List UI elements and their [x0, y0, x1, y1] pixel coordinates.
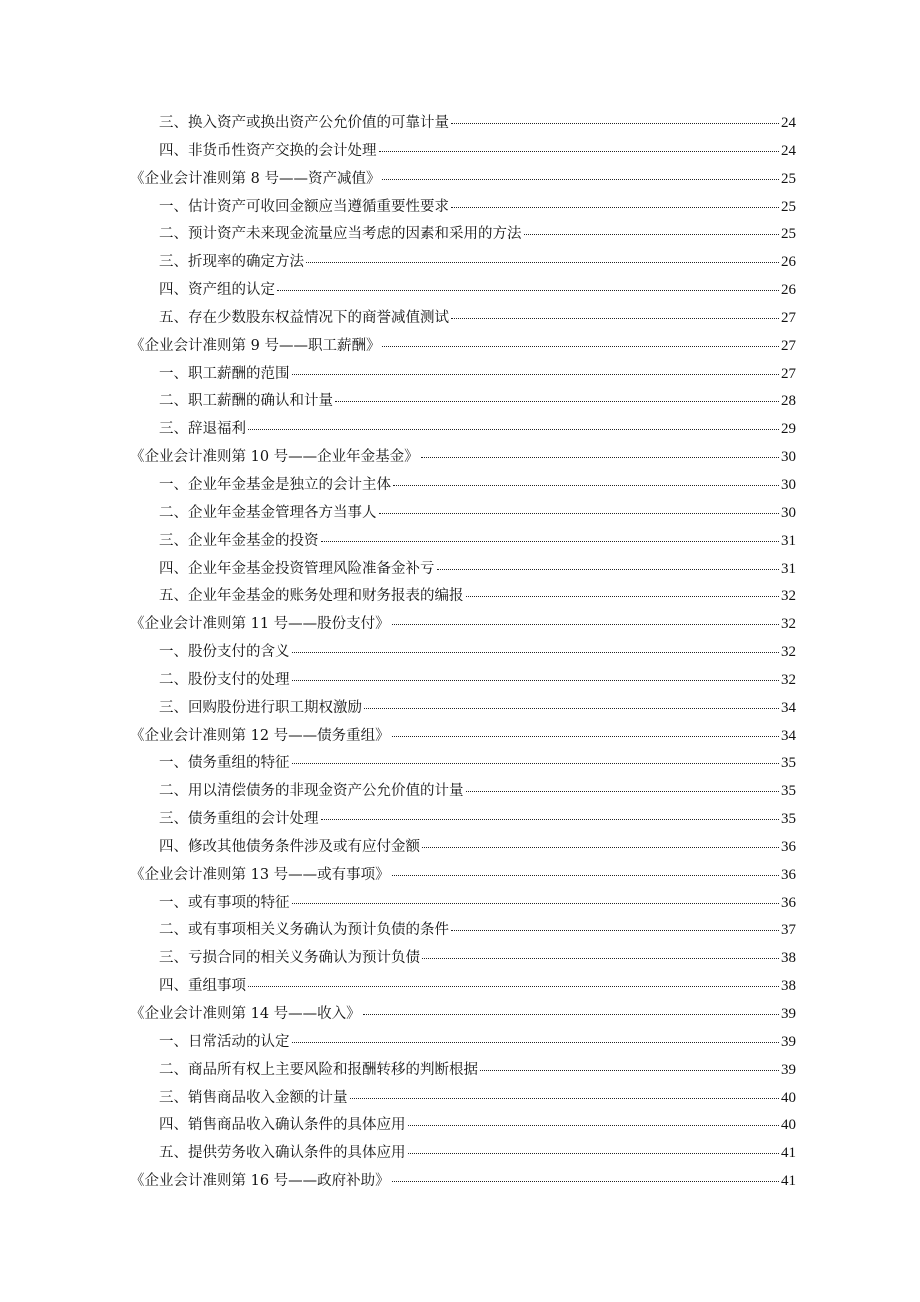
toc-entry-label: 三、债务重组的会计处理 — [159, 811, 319, 828]
toc-chapter-entry[interactable] — [130, 1168, 796, 1196]
toc-chapter-entry[interactable] — [130, 166, 796, 194]
toc-page-number: 36 — [781, 866, 796, 883]
toc-section-entry[interactable] — [130, 973, 796, 1001]
toc-page-number: 27 — [781, 309, 796, 326]
dot-leader — [364, 707, 779, 709]
toc-page-number: 27 — [781, 337, 796, 354]
toc-entry-label: 四、非货币性资产交换的会计处理 — [159, 142, 377, 159]
toc-section-entry[interactable] — [130, 110, 796, 138]
toc-page-number: 32 — [781, 588, 796, 605]
toc-section-entry[interactable] — [130, 277, 796, 305]
dot-leader — [422, 957, 779, 959]
toc-entry-label: 三、折现率的确定方法 — [159, 254, 304, 271]
toc-page-number: 31 — [781, 560, 796, 577]
toc-section-entry[interactable] — [130, 778, 796, 806]
dot-leader — [408, 1124, 780, 1126]
toc-page-number: 24 — [781, 142, 796, 159]
toc-section-entry[interactable] — [130, 1112, 796, 1140]
dot-leader — [306, 261, 779, 263]
dot-leader — [392, 735, 779, 737]
dot-leader — [382, 345, 779, 347]
dot-leader — [437, 568, 780, 570]
toc-entry-label: 《企业会计准则第 11 号——股份支付》 — [130, 616, 390, 633]
toc-page-number: 32 — [781, 616, 796, 633]
dot-leader — [335, 400, 779, 402]
toc-chapter-entry[interactable] — [130, 723, 796, 751]
toc-section-entry[interactable] — [130, 583, 796, 611]
dot-leader — [292, 762, 780, 764]
dot-leader — [292, 651, 780, 653]
toc-page-number: 24 — [781, 115, 796, 131]
toc-entry-label: 二、预计资产未来现金流量应当考虑的因素和采用的方法 — [159, 226, 522, 243]
toc-page-number: 38 — [781, 978, 796, 995]
toc-section-entry[interactable] — [130, 388, 796, 416]
dot-leader — [451, 317, 779, 319]
toc-entry-label: 三、企业年金基金的投资 — [159, 532, 319, 549]
toc-page-number: 35 — [781, 783, 796, 800]
dot-leader — [392, 874, 779, 876]
toc-page-number: 26 — [781, 282, 796, 299]
toc-page-number: 38 — [781, 950, 796, 967]
toc-page-number: 32 — [781, 671, 796, 688]
toc-page-number: 32 — [781, 644, 796, 661]
toc-section-entry[interactable] — [130, 361, 796, 389]
toc-chapter-entry[interactable] — [130, 611, 796, 639]
toc-page-number: 39 — [781, 1033, 796, 1050]
toc-section-entry[interactable] — [130, 806, 796, 834]
toc-section-entry[interactable] — [130, 667, 796, 695]
dot-leader — [392, 623, 779, 625]
toc-section-entry[interactable] — [130, 695, 796, 723]
toc-entry-label: 一、股份支付的含义 — [159, 644, 290, 661]
toc-section-entry[interactable] — [130, 416, 796, 444]
toc-section-entry[interactable] — [130, 500, 796, 528]
toc-chapter-entry[interactable] — [130, 333, 796, 361]
toc-page-number: 34 — [781, 727, 796, 744]
toc-section-entry[interactable] — [130, 221, 796, 249]
dot-leader — [451, 122, 779, 124]
dot-leader — [382, 178, 779, 180]
toc-entry-label: 二、职工薪酬的确认和计量 — [159, 393, 333, 410]
dot-leader — [363, 1013, 779, 1015]
toc-entry-label: 一、企业年金基金是独立的会计主体 — [159, 476, 391, 493]
toc-entry-label: 四、企业年金基金投资管理风险准备金补亏 — [159, 560, 435, 577]
toc-entry-label: 《企业会计准则第 13 号——或有事项》 — [130, 866, 390, 883]
toc-entry-label: 《企业会计准则第 9 号——职工薪酬》 — [130, 337, 381, 354]
table-of-contents — [130, 110, 796, 1196]
toc-entry-label: 一、估计资产可收回金额应当遵循重要性要求 — [159, 198, 449, 215]
dot-leader — [408, 1152, 780, 1154]
dot-leader — [393, 484, 779, 486]
dot-leader — [277, 289, 779, 291]
dot-leader — [321, 540, 780, 542]
dot-leader — [292, 679, 780, 681]
toc-entry-label: 三、换入资产或换出资产公允价值的可靠计量 — [159, 115, 449, 131]
dot-leader — [466, 595, 780, 597]
toc-entry-label: 一、日常活动的认定 — [159, 1033, 290, 1050]
toc-entry-label: 二、用以清偿债务的非现金资产公允价值的计量 — [159, 783, 464, 800]
dot-leader — [350, 1097, 780, 1099]
toc-entry-label: 一、债务重组的特征 — [159, 755, 290, 772]
toc-page-number: 25 — [781, 170, 796, 187]
toc-section-entry[interactable] — [130, 750, 796, 778]
toc-entry-label: 四、修改其他债务条件涉及或有应付金额 — [159, 838, 420, 855]
dot-leader — [451, 929, 779, 931]
dot-leader — [421, 456, 779, 458]
toc-section-entry[interactable] — [130, 528, 796, 556]
toc-section-entry[interactable] — [130, 917, 796, 945]
toc-section-entry[interactable] — [130, 556, 796, 584]
toc-section-entry[interactable] — [130, 1085, 796, 1113]
toc-entry-label: 一、或有事项的特征 — [159, 894, 290, 911]
toc-entry-label: 二、商品所有权上主要风险和报酬转移的判断根据 — [159, 1061, 478, 1078]
toc-section-entry[interactable] — [130, 472, 796, 500]
toc-section-entry[interactable] — [130, 1057, 796, 1085]
toc-section-entry[interactable] — [130, 249, 796, 277]
dot-leader — [392, 1180, 779, 1182]
dot-leader — [321, 818, 780, 820]
toc-chapter-entry[interactable] — [130, 444, 796, 472]
toc-section-entry[interactable] — [130, 890, 796, 918]
toc-page-number: 39 — [781, 1006, 796, 1022]
toc-entry-label: 三、辞退福利 — [159, 421, 246, 438]
toc-page-number: 30 — [781, 476, 796, 493]
toc-section-entry[interactable] — [130, 138, 796, 166]
toc-page-number: 29 — [781, 421, 796, 438]
toc-entry-label: 《企业会计准则第 12 号——债务重组》 — [130, 727, 390, 744]
toc-page-number: 36 — [781, 894, 796, 911]
dot-leader — [480, 1069, 779, 1071]
toc-section-entry[interactable] — [130, 194, 796, 222]
toc-page-number: 40 — [781, 1089, 796, 1106]
toc-entry-label: 三、亏损合同的相关义务确认为预计负债 — [159, 950, 420, 967]
dot-leader — [379, 512, 780, 514]
dot-leader — [248, 985, 779, 987]
toc-entry-label: 四、销售商品收入确认条件的具体应用 — [159, 1117, 406, 1134]
toc-chapter-entry[interactable] — [130, 1001, 796, 1029]
toc-entry-label: 五、企业年金基金的账务处理和财务报表的编报 — [159, 588, 464, 605]
toc-page-number: 30 — [781, 449, 796, 466]
toc-entry-label: 《企业会计准则第 16 号——政府补助》 — [130, 1173, 390, 1190]
toc-page-number: 28 — [781, 393, 796, 410]
toc-page-number: 37 — [781, 922, 796, 939]
toc-page-number: 27 — [781, 365, 796, 382]
toc-section-entry[interactable] — [130, 639, 796, 667]
toc-section-entry[interactable] — [130, 305, 796, 333]
toc-page-number: 26 — [781, 254, 796, 271]
dot-leader — [292, 902, 780, 904]
dot-leader — [248, 428, 779, 430]
toc-section-entry[interactable] — [130, 1029, 796, 1057]
toc-section-entry[interactable] — [130, 945, 796, 973]
toc-entry-label: 《企业会计准则第 10 号——企业年金基金》 — [130, 449, 419, 466]
toc-entry-label: 三、回购股份进行职工期权激励 — [159, 699, 362, 716]
toc-page-number: 30 — [781, 504, 796, 521]
toc-entry-label: 四、资产组的认定 — [159, 282, 275, 299]
toc-entry-label: 《企业会计准则第 8 号——资产减值》 — [130, 170, 381, 187]
toc-page-number: 35 — [781, 811, 796, 828]
toc-chapter-entry[interactable] — [130, 862, 796, 890]
dot-leader — [292, 373, 780, 375]
toc-page-number: 41 — [781, 1145, 796, 1162]
toc-entry-label: 二、股份支付的处理 — [159, 671, 290, 688]
toc-section-entry[interactable] — [130, 1140, 796, 1168]
toc-entry-label: 五、存在少数股东权益情况下的商誉减值测试 — [159, 309, 449, 326]
toc-entry-label: 《企业会计准则第 14 号——收入》 — [130, 1006, 361, 1022]
toc-page-number: 25 — [781, 226, 796, 243]
toc-page-number: 34 — [781, 699, 796, 716]
toc-section-entry[interactable] — [130, 834, 796, 862]
toc-page-number: 40 — [781, 1117, 796, 1134]
toc-entry-label: 四、重组事项 — [159, 978, 246, 995]
dot-leader — [422, 846, 779, 848]
toc-entry-label: 二、企业年金基金管理各方当事人 — [159, 504, 377, 521]
toc-page-number: 31 — [781, 532, 796, 549]
toc-page-number: 35 — [781, 755, 796, 772]
dot-leader — [379, 150, 780, 152]
dot-leader — [451, 206, 779, 208]
toc-entry-label: 二、或有事项相关义务确认为预计负债的条件 — [159, 922, 449, 939]
toc-page-number: 36 — [781, 838, 796, 855]
dot-leader — [466, 790, 780, 792]
toc-entry-label: 一、职工薪酬的范围 — [159, 365, 290, 382]
toc-entry-label: 三、销售商品收入金额的计量 — [159, 1089, 348, 1106]
toc-entry-label: 五、提供劳务收入确认条件的具体应用 — [159, 1145, 406, 1162]
dot-leader — [524, 233, 780, 235]
toc-page-number: 39 — [781, 1061, 796, 1078]
toc-page-number: 41 — [781, 1173, 796, 1190]
toc-page-number: 25 — [781, 198, 796, 215]
dot-leader — [292, 1041, 780, 1043]
